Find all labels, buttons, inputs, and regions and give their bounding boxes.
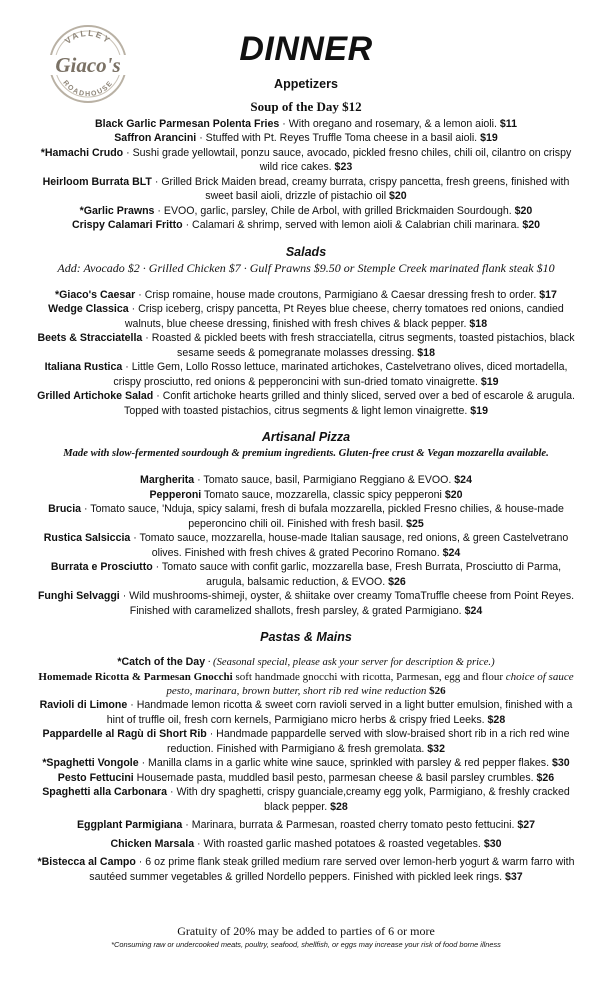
logo-name: Giaco's [55, 53, 121, 77]
item-desc: · Marinara, burrata & Parmesan, roasted cherry tomato pesto fettucini. [182, 819, 518, 831]
item-desc: · Handmade pappardelle served with slow-braised short rib in a rich red wine reduction. Finished with Parmigiano & fresh gremolata. [167, 728, 570, 755]
item-desc: · Tomato sauce, mozzarella, house-made Italian sausage, red onions, & green Castelvetrano olives. Finished with fresh chives & grated Pecorino Romano. [130, 532, 569, 559]
item-desc: · Stuffed with Pt. Reyes Truffle Toma cheese in a basil aioli. [196, 132, 481, 144]
menu-item [28, 302, 584, 331]
item-name: Brucia [48, 503, 82, 515]
item-name: Heirloom Burrata BLT [42, 175, 152, 188]
section-heading-salads: Salads [285, 244, 327, 259]
item-name: *Spaghetti Vongole [42, 757, 139, 769]
menu-item [28, 488, 584, 503]
menu-item [28, 389, 584, 418]
item-name: Funghi Selvaggi [37, 590, 120, 602]
item-desc: · Grilled Brick Maiden bread, creamy burrata, crispy pancetta, fresh greens, finished with sweet basil aioli, drizzle of pistachio oil [151, 175, 570, 202]
section-heading-pizza: Artisanal Pizza [261, 430, 351, 444]
item-price: $18 [469, 317, 488, 330]
item-name: Ravioli di Limone [39, 699, 128, 711]
salad-addons: Add: Avocado $2 · Grilled Chicken $7 · Gulf Prawns $9.50 or Stemple Creek marinated flank steak $10 [57, 261, 555, 275]
item-desc: soft handmade gnocchi with ricotta, Parmesan, egg and flour [232, 671, 506, 683]
menu-item [28, 288, 584, 303]
item-price: $17 [539, 288, 557, 301]
menu-content [28, 98, 584, 884]
menu-item [28, 771, 584, 786]
item-name: Rustica Salsiccia [43, 532, 131, 544]
menu-item [28, 502, 584, 531]
item-desc: · With roasted garlic mashed potatoes & roasted vegetables. [194, 837, 484, 850]
item-desc: · Sushi grade yellowtail, ponzu sauce, avocado, pickled fresno chiles, chili oil, cilantro on crispy wild rice cakes. [123, 146, 572, 173]
item-name: *Garlic Prawns [79, 204, 155, 217]
item-desc: · Little Gem, Lollo Rosso lettuce, marinated artichokes, Castelvetrano olives, diced mortadella, crispy prosciutto, red onions & pepperoncini with sun-dried tomato vinaigrette. [113, 361, 568, 388]
menu-item-gnocchi [28, 670, 584, 698]
menu-item [28, 837, 584, 852]
item-name: Italiana Rustica [44, 361, 123, 373]
menu-item [28, 117, 584, 132]
item-name: Homemade Ricotta & Parmesan Gnocchi [38, 671, 233, 683]
item-price: $24 [464, 604, 483, 617]
item-desc: · Crisp iceberg, crispy pancetta, Pt Reyes blue cheese, cherry tomatoes red onions, candied walnuts, blue cheese dressing, finished with fresh chives & black pepper. [124, 303, 564, 330]
item-desc: · EVOO, garlic, parsley, Chile de Arbol, with grilled Brickmaiden Sourdough. [154, 204, 515, 217]
item-price: $20 [389, 190, 407, 202]
item-name: Pappardelle al Ragù di Short Rib [42, 728, 207, 740]
item-name: Crispy Calamari Fritto [71, 219, 183, 231]
item-name: Eggplant Parmigiana [76, 819, 183, 831]
menu-item [28, 855, 584, 884]
item-price: $32 [427, 742, 445, 755]
item-price: $20 [514, 204, 533, 217]
item-price: $19 [480, 132, 498, 144]
item-price: $19 [480, 375, 499, 388]
item-desc: · Tomato sauce, basil, Parmigiano Reggiano & EVOO. [194, 474, 455, 486]
item-price: $26 [388, 575, 406, 588]
item-name: Margherita [140, 474, 195, 486]
item-name: *Catch of the Day [117, 655, 206, 668]
item-price: $27 [517, 819, 536, 831]
item-price: $20 [522, 219, 541, 231]
soup-of-the-day: Soup of the Day $12 [250, 99, 362, 114]
logo-top-text: VALLEY [62, 27, 114, 46]
menu-item [28, 698, 584, 727]
menu-item [28, 360, 584, 389]
item-desc: · Confit artichoke hearts grilled and thinly sliced, served over a bed of escarole & arugula. Topped with toasted pistachios, citrus segments & light lemon vinaigrette. [124, 390, 575, 417]
menu-item [28, 473, 584, 488]
menu-item [28, 331, 584, 360]
menu-item [28, 727, 584, 756]
item-price: $11 [499, 117, 517, 130]
item-price: $19 [470, 404, 488, 417]
pizza-note: Made with slow-fermented sourdough & premium ingredients. Gluten-free crust & Vegan mozzarella available. [63, 447, 549, 459]
gratuity-note: Gratuity of 20% may be added to parties of 6 or more [177, 924, 435, 938]
item-price: $25 [406, 517, 424, 530]
item-desc: · Crisp romaine, house made croutons, Parmigiano & Caesar dressing fresh to order. [135, 288, 540, 301]
item-price: $28 [330, 800, 348, 813]
menu-item-catch [28, 655, 584, 671]
item-price: $28 [487, 713, 506, 726]
item-name: Burrata e Prosciutto [50, 561, 153, 573]
logo-bottom-text: ROADHOUSE [61, 79, 115, 99]
item-name: *Giaco's Caesar [55, 288, 136, 301]
menu-item [28, 204, 584, 219]
pizza-list [28, 473, 584, 618]
item-sauce-choice: choice of sauce pesto, marinara, brown butter, short rib red wine reduction [166, 671, 574, 697]
item-price: $24 [442, 546, 461, 559]
item-desc: Tomato sauce, mozzarella, classic spicy pepperoni [201, 488, 445, 501]
item-name: *Bistecca al Campo [37, 856, 136, 868]
item-price: $20 [444, 488, 463, 501]
appetizers-list [28, 117, 584, 233]
item-name: Pepperoni [149, 488, 202, 501]
item-desc: · Handmade lemon ricotta & sweet corn ravioli served in a light butter emulsion, finished with a hint of truffle oil, fresh corn kernels, Parmigiano micro herbs & crispy fried Leeks. [106, 699, 573, 726]
item-desc: · Tomato sauce with confit garlic, mozzarella base, Fresh Burrata, Prosciutto di Parma, arugula, balsamic reduction, & EVOO. [152, 561, 562, 588]
item-name: Saffron Arancini [114, 132, 197, 144]
item-desc: · With dry spaghetti, crispy guanciale,creamy egg yolk, Parmigiano, & freshly cracked black pepper. [167, 786, 570, 813]
item-name: Grilled Artichoke Salad [37, 390, 154, 402]
item-desc: Housemade pasta, muddled basil pesto, parmesan cheese & basil parsley crumbles. [133, 771, 537, 784]
menu-item [28, 175, 584, 204]
item-name: *Hamachi Crudo [40, 146, 124, 159]
item-desc: · Calamari & shrimp, served with lemon aioli & Calabrian chili marinara. [182, 219, 523, 231]
salads-list [28, 288, 584, 419]
item-desc: · Manilla clams in a garlic white wine sauce, sprinkled with parsley & red pepper flakes. [138, 757, 552, 769]
item-price: $23 [334, 161, 353, 173]
section-heading-pastas: Pastas & Mains [260, 630, 352, 644]
menu-item [28, 818, 584, 833]
menu-item [28, 560, 584, 589]
item-price: $37 [505, 870, 523, 883]
item-desc: · With oregano and rosemary, & a lemon aioli. [279, 117, 500, 130]
item-desc: · Wild mushrooms-shimeji, oyster, & shiitake over creamy TomaTruffle cheese from Point Reyes. Finished with caramelized shallots, fresh parsley, & grated Parmigiano. [119, 590, 575, 617]
item-name: Beets & Stracciatella [37, 332, 143, 344]
item-price: $26 [536, 771, 555, 784]
food-safety-disclaimer: *Consuming raw or undercooked meats, poultry, seafood, shellfish, or eggs may increase your risk of food borne illness [111, 940, 501, 949]
menu-title: DINNER [239, 30, 373, 68]
section-subtitle-appetizers: Appetizers [274, 77, 338, 91]
item-price: $30 [483, 837, 502, 850]
item-price: $30 [551, 757, 570, 769]
pastas-list [28, 655, 584, 885]
item-name: Wedge Classica [48, 303, 129, 315]
menu-item [28, 531, 584, 560]
item-price: $18 [417, 346, 435, 359]
menu-item [28, 756, 584, 771]
item-name: Spaghetti alla Carbonara [42, 786, 168, 798]
menu-item [28, 131, 584, 146]
menu-item [28, 146, 584, 175]
item-desc: · Roasted & pickled beets with fresh stracciatella, citrus segments, toasted pistachios, black sesame seeds & pomegranate molasses dressing. [142, 332, 575, 359]
item-price: $26 [426, 685, 446, 697]
item-desc: · (Seasonal special, please ask your server for description & price.) [205, 656, 495, 668]
menu-item [28, 589, 584, 618]
menu-item [28, 785, 584, 814]
item-name: Pesto Fettucini [57, 771, 134, 784]
item-desc: · Tomato sauce, 'Nduja, spicy salami, fresh di bufala mozzarella, pickled Fresno chilies, & house-made peperoncino chili oil. Finished with fresh basil. [81, 503, 564, 530]
menu-item [28, 218, 584, 233]
item-name: Chicken Marsala [110, 837, 195, 850]
item-desc: · 6 oz prime flank steak grilled medium rare served over lemon-herb yogurt & warm farro with sautéed summer vegetables & grilled Nordello peppers. Finished with pickled leek rings. [89, 856, 575, 883]
item-price: $24 [454, 474, 472, 486]
item-name: Black Garlic Parmesan Polenta Fries [94, 117, 280, 130]
